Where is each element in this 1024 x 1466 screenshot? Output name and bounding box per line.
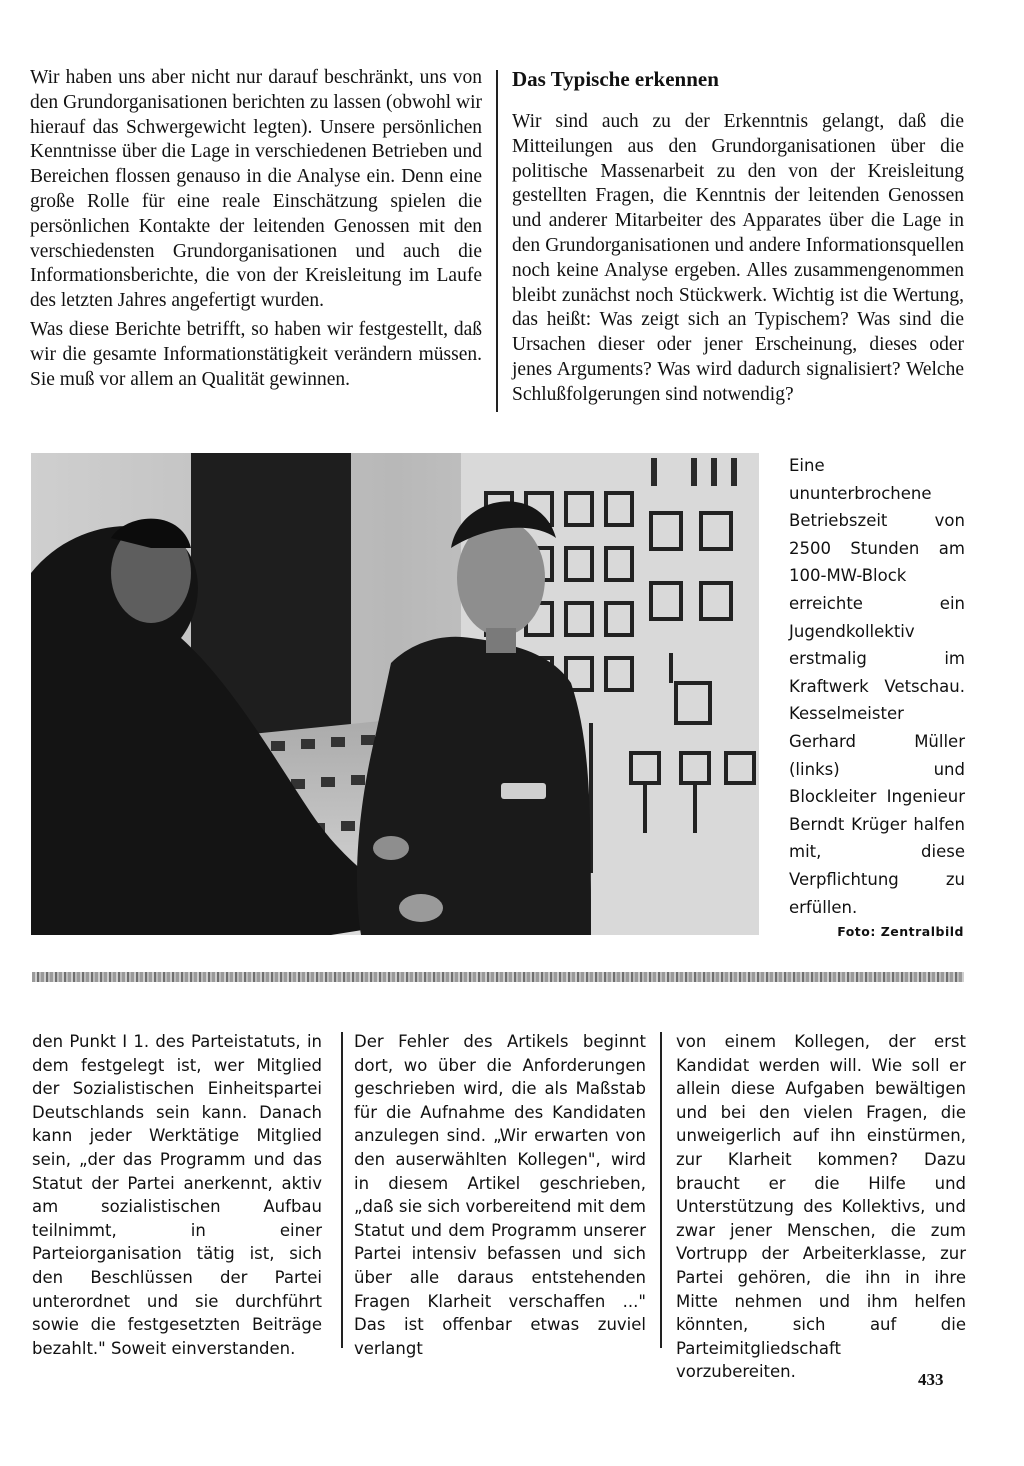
photo-image (31, 453, 759, 935)
body-paragraph: Was diese Berichte betrifft, so haben wir festgestellt, daß wir die gesamte Informationstätigkeit verändern müssen. Sie muß vor allem an Qualität gewinnen. (30, 318, 482, 390)
top-left-column (30, 66, 482, 392)
column-divider (660, 1032, 662, 1348)
body-paragraph: Wir sind auch zu der Erkenntnis gelangt, daß die Mitteilungen aus den Grundorganisationen über die politische Massenarbeit zu den von der Kreisleitung gestellten Fragen, die Kenntnis der leitenden Genossen und anderer Mitarbeiter des Apparates über die Lage in den Grundorganisationen und andere Informationsquellen noch keine Analyse ergeben. Alles zusammengenommen bleibt zunächst noch Stückwerk. Wichtig ist die Wertung, das heißt: Was zeigt sich an Typischem? Was sind die Ursachen dieser oder jener Erscheinung, dieses oder jenes Arguments? Was wird dadurch signalisiert? Welche Schlußfolgerungen sind notwendig? (512, 111, 964, 405)
page-number: 433 (918, 1370, 944, 1389)
bottom-column-1: den Punkt I 1. des Parteistatuts, in dem festgelegt ist, wer Mitglied der Sozialistischen Einheitspartei Deutschlands sein kann. Danach kann jeder Werktätige Mitglied sein, „der das Programm und das Statut der Partei anerkennt, aktiv am sozialistischen Aufbau teilnimmt, in einer Parteiorganisation tätig ist, sich den Beschlüssen der Partei unterordnet und sie durchführt sowie die festgesetzten Beiträge bezahlt." Soweit einverstanden. (32, 1032, 322, 1358)
separator-band (32, 972, 964, 982)
bottom-column-3: von einem Kollegen, der erst Kandidat werden will. Wie soll er allein diese Aufgaben bewältigen und bei den vielen Fragen, die unweigerlich auf ihn einstürmen, zur Klarheit kommen? Dazu braucht er die Hilfe und Unterstützung des Kollektivs, und zwar jener Menschen, die zum Vortrupp der Arbeiterklasse, zur Partei gehören, die ihn in ihre Mitte nehmen und ihm helfen könnten, sich auf die Parteimitgliedschaft vorzubereiten. (676, 1032, 966, 1382)
column-divider (341, 1032, 343, 1348)
photo-caption: Eine ununterbrochene Betriebszeit von 2500 Stunden am 100-MW-Block erreichte ein Jugendkollektiv erstmalig im Kraftwerk Vetschau. Kesselmeister Gerhard Müller (links) und Blockleiter Ingenieur Berndt Krüger halfen mit, diese Verpflichtung zu erfüllen. (789, 456, 965, 917)
photo-control-room (31, 453, 759, 935)
column-divider (496, 70, 498, 412)
top-right-column (512, 66, 964, 408)
section-heading: Das Typische erkennen (512, 67, 719, 91)
photo-credit: Foto: Zentralbild (837, 924, 964, 939)
bottom-column-2: Der Fehler des Artikels beginnt dort, wo über die Anforderungen geschrieben wird, die als Maßstab für die Aufnahme des Kandidaten anzulegen sind. „Wir erwarten von den auserwählten Kollegen", wird in diesem Artikel geschrieben, „daß sie sich vorbereitend mit dem Statut und dem Programm unserer Partei intensiv befassen und sich über alle daraus entstehenden Fragen Klarheit verschaffen ..." Das ist offenbar etwas zuviel verlangt (354, 1032, 646, 1358)
body-paragraph: Wir haben uns aber nicht nur darauf beschränkt, uns von den Grundorganisationen berichten zu lassen (obwohl wir hierauf das Schwergewicht legten). Unsere persönlichen Kenntnisse über die Lage in verschiedenen Betrieben und Bereichen flossen genauso in die Analyse ein. Denn eine große Rolle für eine reale Einschätzung spielen die persönlichen Kontakte der leitenden Genossen mit den verschiedensten Grundorganisationen und auch die Informationsberichte, die von der Kreisleitung im Laufe des letzten Jahres angefertigt wurden. (30, 67, 482, 312)
